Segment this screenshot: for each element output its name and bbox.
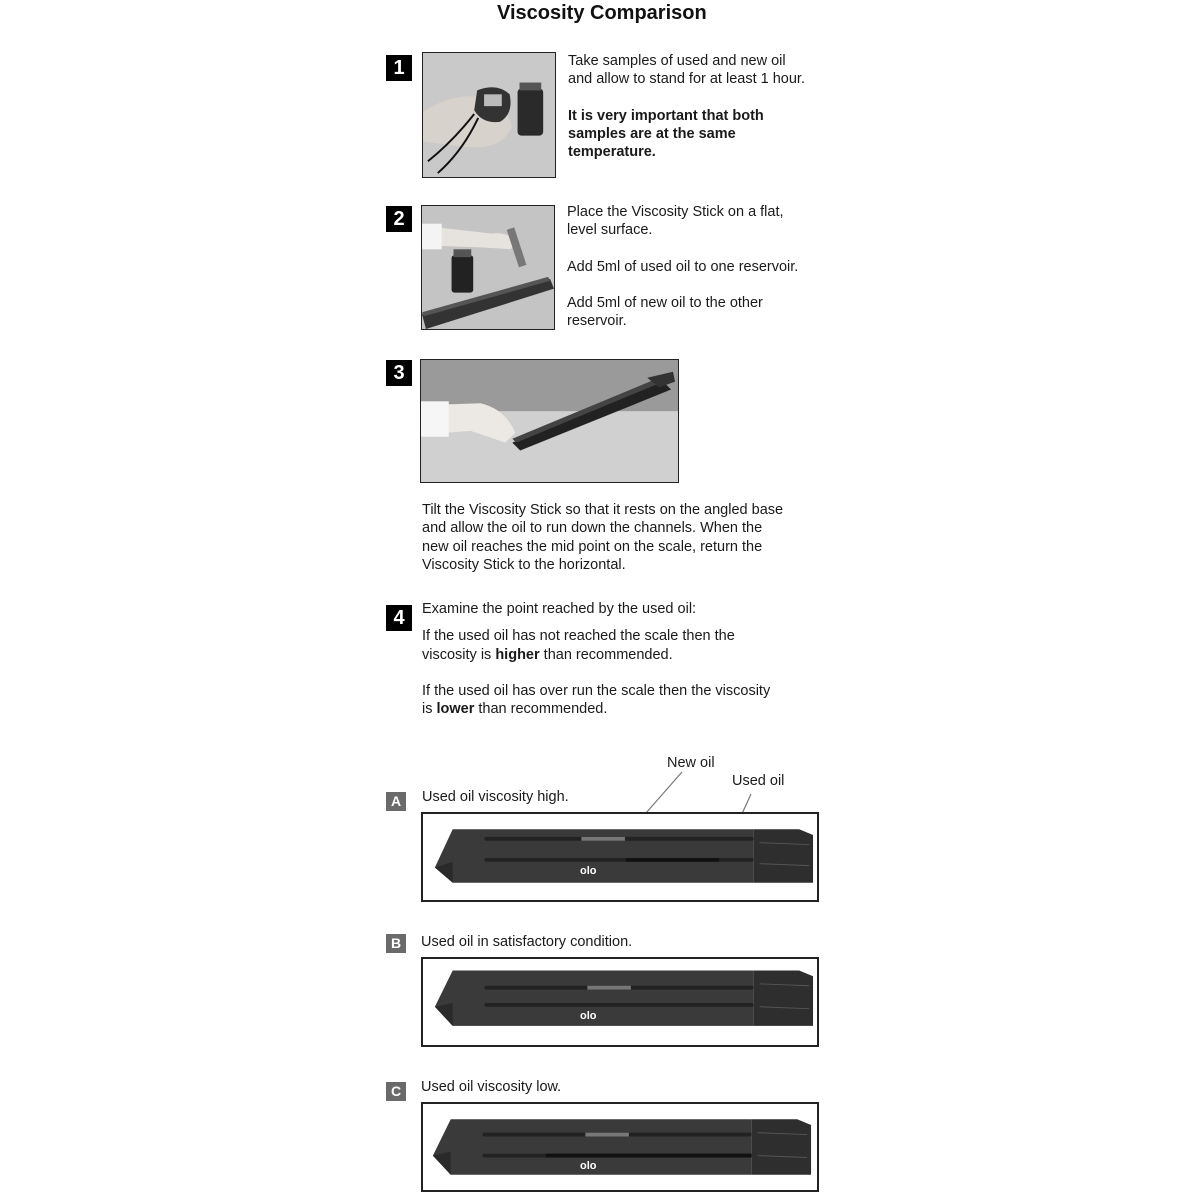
step-1-bold-3: temperature. — [568, 144, 656, 161]
case-b-photo — [421, 957, 819, 1047]
step-2-photo — [421, 205, 555, 330]
step-1-number: 1 — [386, 55, 412, 81]
emphasis-higher: higher — [495, 646, 540, 663]
step-1-photo — [422, 52, 556, 178]
step-3-line-1: Tilt the Viscosity Stick so that it rests on the angled base — [422, 502, 784, 518]
case-b-letter: B — [386, 934, 406, 953]
step-1-line-2: and allow to stand for at least 1 hour. — [568, 71, 805, 88]
case-b-brand: olo — [580, 1010, 597, 1022]
case-b-caption: Used oil in satisfactory condition. — [421, 934, 633, 950]
step-4-line-3: viscosity is higher than recommended. — [422, 646, 673, 663]
step-3-number: 3 — [386, 360, 412, 386]
callout-used-oil: Used oil — [732, 773, 785, 789]
step-3-line-2: and allow the oil to run down the channels. When the — [422, 520, 763, 537]
step-3-text — [422, 501, 822, 574]
case-a-caption: Used oil viscosity high. — [422, 789, 569, 805]
case-a-photo — [421, 812, 819, 902]
step-1-line-1: Take samples of used and new oil — [568, 53, 786, 69]
page-title: Viscosity Comparison — [497, 2, 707, 24]
step-2-line-3: Add 5ml of used oil to one reservoir. — [567, 258, 799, 275]
step-2-text — [567, 203, 829, 330]
step-2-line-1: Place the Viscosity Stick on a flat, — [567, 204, 784, 220]
case-c-caption: Used oil viscosity low. — [421, 1079, 562, 1095]
step-4-line-2: If the used oil has not reached the scale then the — [422, 628, 735, 645]
case-a-brand: olo — [580, 865, 597, 877]
step-4-text — [422, 600, 822, 718]
step-2-line-2: level surface. — [567, 222, 653, 239]
step-2-number: 2 — [386, 206, 412, 232]
step-4-line-1: Examine the point reached by the used oil: — [422, 601, 697, 617]
step-3-photo — [420, 359, 679, 483]
case-c-brand: olo — [580, 1160, 597, 1172]
step-1-text — [568, 52, 828, 161]
step-2-line-4: Add 5ml of new oil to the other — [567, 294, 763, 311]
callout-new-oil: New oil — [667, 755, 715, 771]
step-3-line-3: new oil reaches the mid point on the scale, return the — [422, 538, 763, 555]
case-c-photo — [421, 1102, 819, 1192]
case-c-letter: C — [386, 1082, 406, 1101]
step-4-line-5: is lower than recommended. — [422, 701, 608, 718]
step-1-bold-2: samples are at the same — [568, 125, 736, 142]
emphasis-lower: lower — [436, 701, 475, 718]
case-a-letter: A — [386, 792, 406, 811]
step-1-bold-1: It is very important that both — [568, 107, 764, 124]
step-4-number: 4 — [386, 605, 412, 631]
step-4-line-4: If the used oil has over run the scale then the viscosity — [422, 682, 771, 699]
step-2-line-5: reservoir. — [567, 313, 627, 330]
step-3-line-4: Viscosity Stick to the horizontal. — [422, 556, 626, 573]
